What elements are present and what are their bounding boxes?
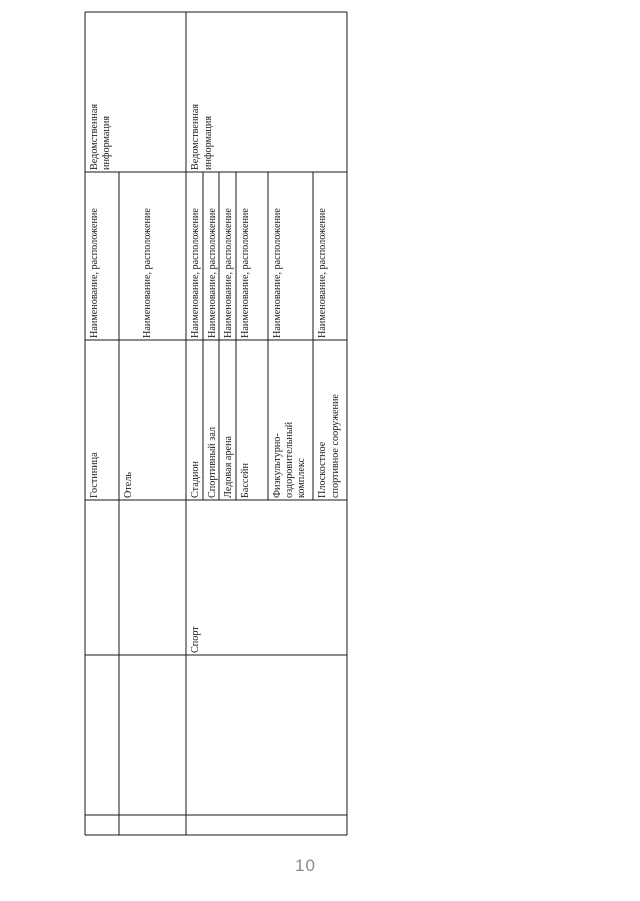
cell-fok-object-3: комплекс <box>296 457 307 498</box>
cell-otel-object: Отель <box>123 471 134 498</box>
cell-sport-source-1: Ведомственная <box>190 103 201 170</box>
cell-gostinitsa-object: Гостиница <box>89 452 100 498</box>
cell-sport-category: Спорт <box>190 626 201 653</box>
cell-sport-source-2: информация <box>203 115 214 170</box>
cell-sportzal-object: Спортивный зал <box>207 426 218 498</box>
cell-otel-field: Наименование, расположение <box>142 208 153 338</box>
cell-gostinitsa-field: Наименование, расположение <box>89 208 100 338</box>
cell-fok-object-2: оздоровительный <box>284 421 295 498</box>
cell-gostinitsa-source-1: Ведомственная <box>89 103 100 170</box>
cell-icearena-object: Ледовая арена <box>223 435 234 498</box>
cell-flat-object-1: Плоскостное <box>317 441 328 498</box>
cell-stadion-object: Стадион <box>190 461 201 498</box>
cell-fok-field: Наименование, расположение <box>272 208 283 338</box>
cell-fok-object-1: Физкультурно- <box>272 433 283 498</box>
cell-icearena-field: Наименование, расположение <box>223 208 234 338</box>
page-number: 10 <box>295 856 316 875</box>
cell-flat-field: Наименование, расположение <box>317 208 328 338</box>
cell-stadion-field: Наименование, расположение <box>190 208 201 338</box>
cell-gostinitsa-source-2: информация <box>101 115 112 170</box>
cell-pool-object: Бассейн <box>240 463 251 498</box>
cell-flat-object-2: спортивное сооружение <box>330 394 341 498</box>
cell-sportzal-field: Наименование, расположение <box>207 208 218 338</box>
table-grid <box>85 12 347 835</box>
cell-pool-field: Наименование, расположение <box>240 208 251 338</box>
